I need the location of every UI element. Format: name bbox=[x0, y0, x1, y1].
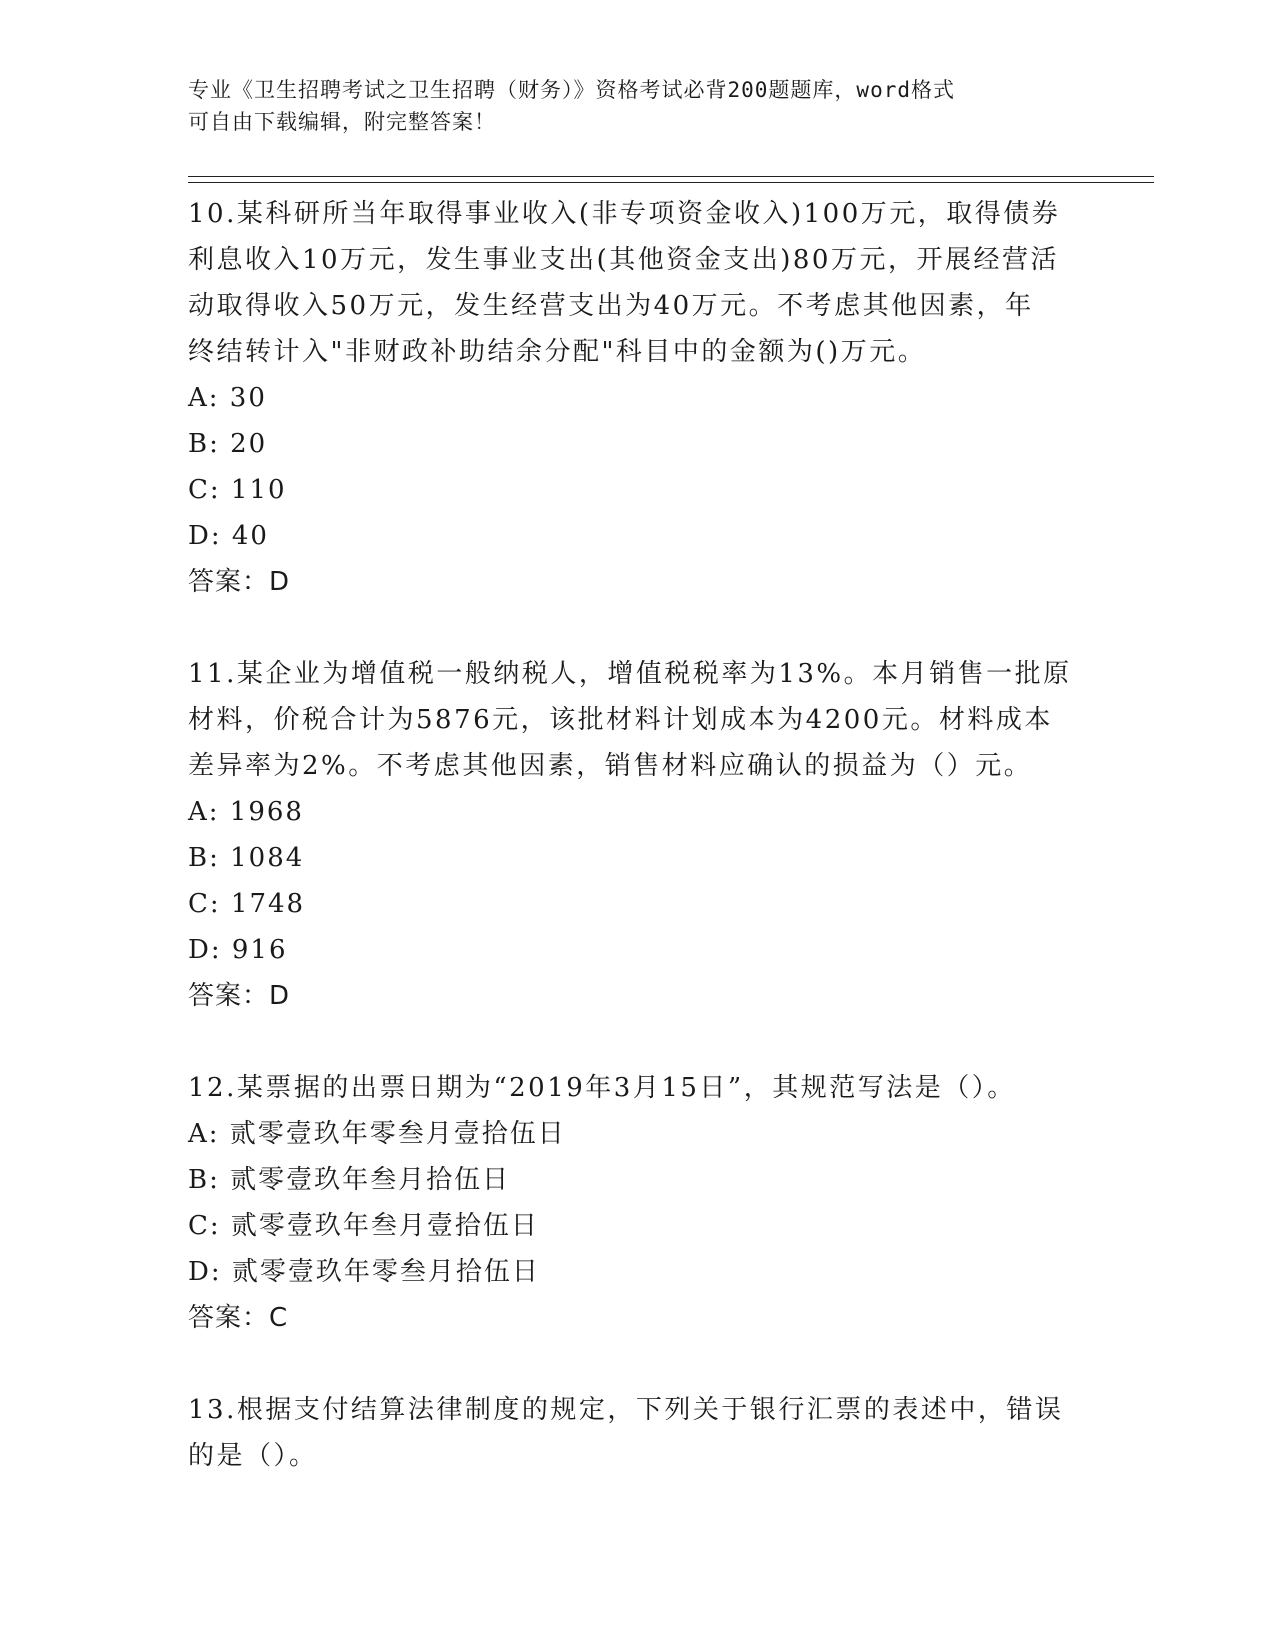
document-header bbox=[188, 74, 1088, 138]
option-a: A: 1968 bbox=[188, 797, 304, 827]
answer-label: 答案：D bbox=[188, 981, 291, 1011]
question-text-line: 终结转计入"非财政补助结余分配"科目中的金额为()万元。 bbox=[188, 337, 927, 367]
question-spacer bbox=[188, 1341, 1108, 1387]
header-divider-bottom bbox=[188, 182, 1154, 183]
option-c: C: 贰零壹玖年叁月壹拾伍日 bbox=[188, 1211, 539, 1241]
question-text-line: 差异率为2%。不考虑其他因素，销售材料应确认的损益为（）元。 bbox=[188, 751, 1033, 781]
question-13 bbox=[188, 1387, 1108, 1479]
question-text-line: 的是（）。 bbox=[188, 1441, 318, 1471]
question-10 bbox=[188, 191, 1108, 605]
option-a: A: 贰零壹玖年零叁月壹拾伍日 bbox=[188, 1119, 566, 1149]
option-b: B: 1084 bbox=[188, 843, 305, 873]
question-text-line: 13.根据支付结算法律制度的规定，下列关于银行汇票的表述中，错误 bbox=[188, 1395, 1064, 1425]
question-text-line: 10.某科研所当年取得事业收入(非专项资金收入)100万元，取得债券 bbox=[188, 199, 1061, 229]
option-a: A: 30 bbox=[188, 383, 267, 413]
option-d: D: 916 bbox=[188, 935, 288, 965]
question-spacer bbox=[188, 1019, 1108, 1065]
header-line-2: 可自由下载编辑，附完整答案！ bbox=[188, 110, 496, 134]
header-line-1: 专业《卫生招聘考试之卫生招聘（财务）》资格考试必背200题题库，word格式 bbox=[188, 78, 955, 102]
option-b: B: 20 bbox=[188, 429, 268, 459]
option-b: B: 贰零壹玖年叁月拾伍日 bbox=[188, 1165, 511, 1195]
answer-label: 答案：D bbox=[188, 567, 291, 597]
question-list bbox=[188, 191, 1108, 1479]
option-d: D: 40 bbox=[188, 521, 269, 551]
option-c: C: 110 bbox=[188, 475, 287, 505]
question-text-line: 利息收入10万元，发生事业支出(其他资金支出)80万元，开展经营活 bbox=[188, 245, 1059, 275]
option-d: D: 贰零壹玖年零叁月拾伍日 bbox=[188, 1257, 540, 1287]
header-divider-top bbox=[188, 176, 1154, 177]
answer-label: 答案：C bbox=[188, 1303, 289, 1333]
question-text-line: 动取得收入50万元，发生经营支出为40万元。不考虑其他因素，年 bbox=[188, 291, 1034, 321]
option-c: C: 1748 bbox=[188, 889, 306, 919]
question-11 bbox=[188, 651, 1108, 1019]
question-text-line: 12.某票据的出票日期为“2019年3月15日”，其规范写法是（）。 bbox=[188, 1073, 1016, 1103]
question-text-line: 11.某企业为增值税一般纳税人，增值税税率为13%。本月销售一批原 bbox=[188, 659, 1072, 689]
question-spacer bbox=[188, 605, 1108, 651]
question-12 bbox=[188, 1065, 1108, 1341]
question-text-line: 材料，价税合计为5876元，该批材料计划成本为4200元。材料成本 bbox=[188, 705, 1053, 735]
